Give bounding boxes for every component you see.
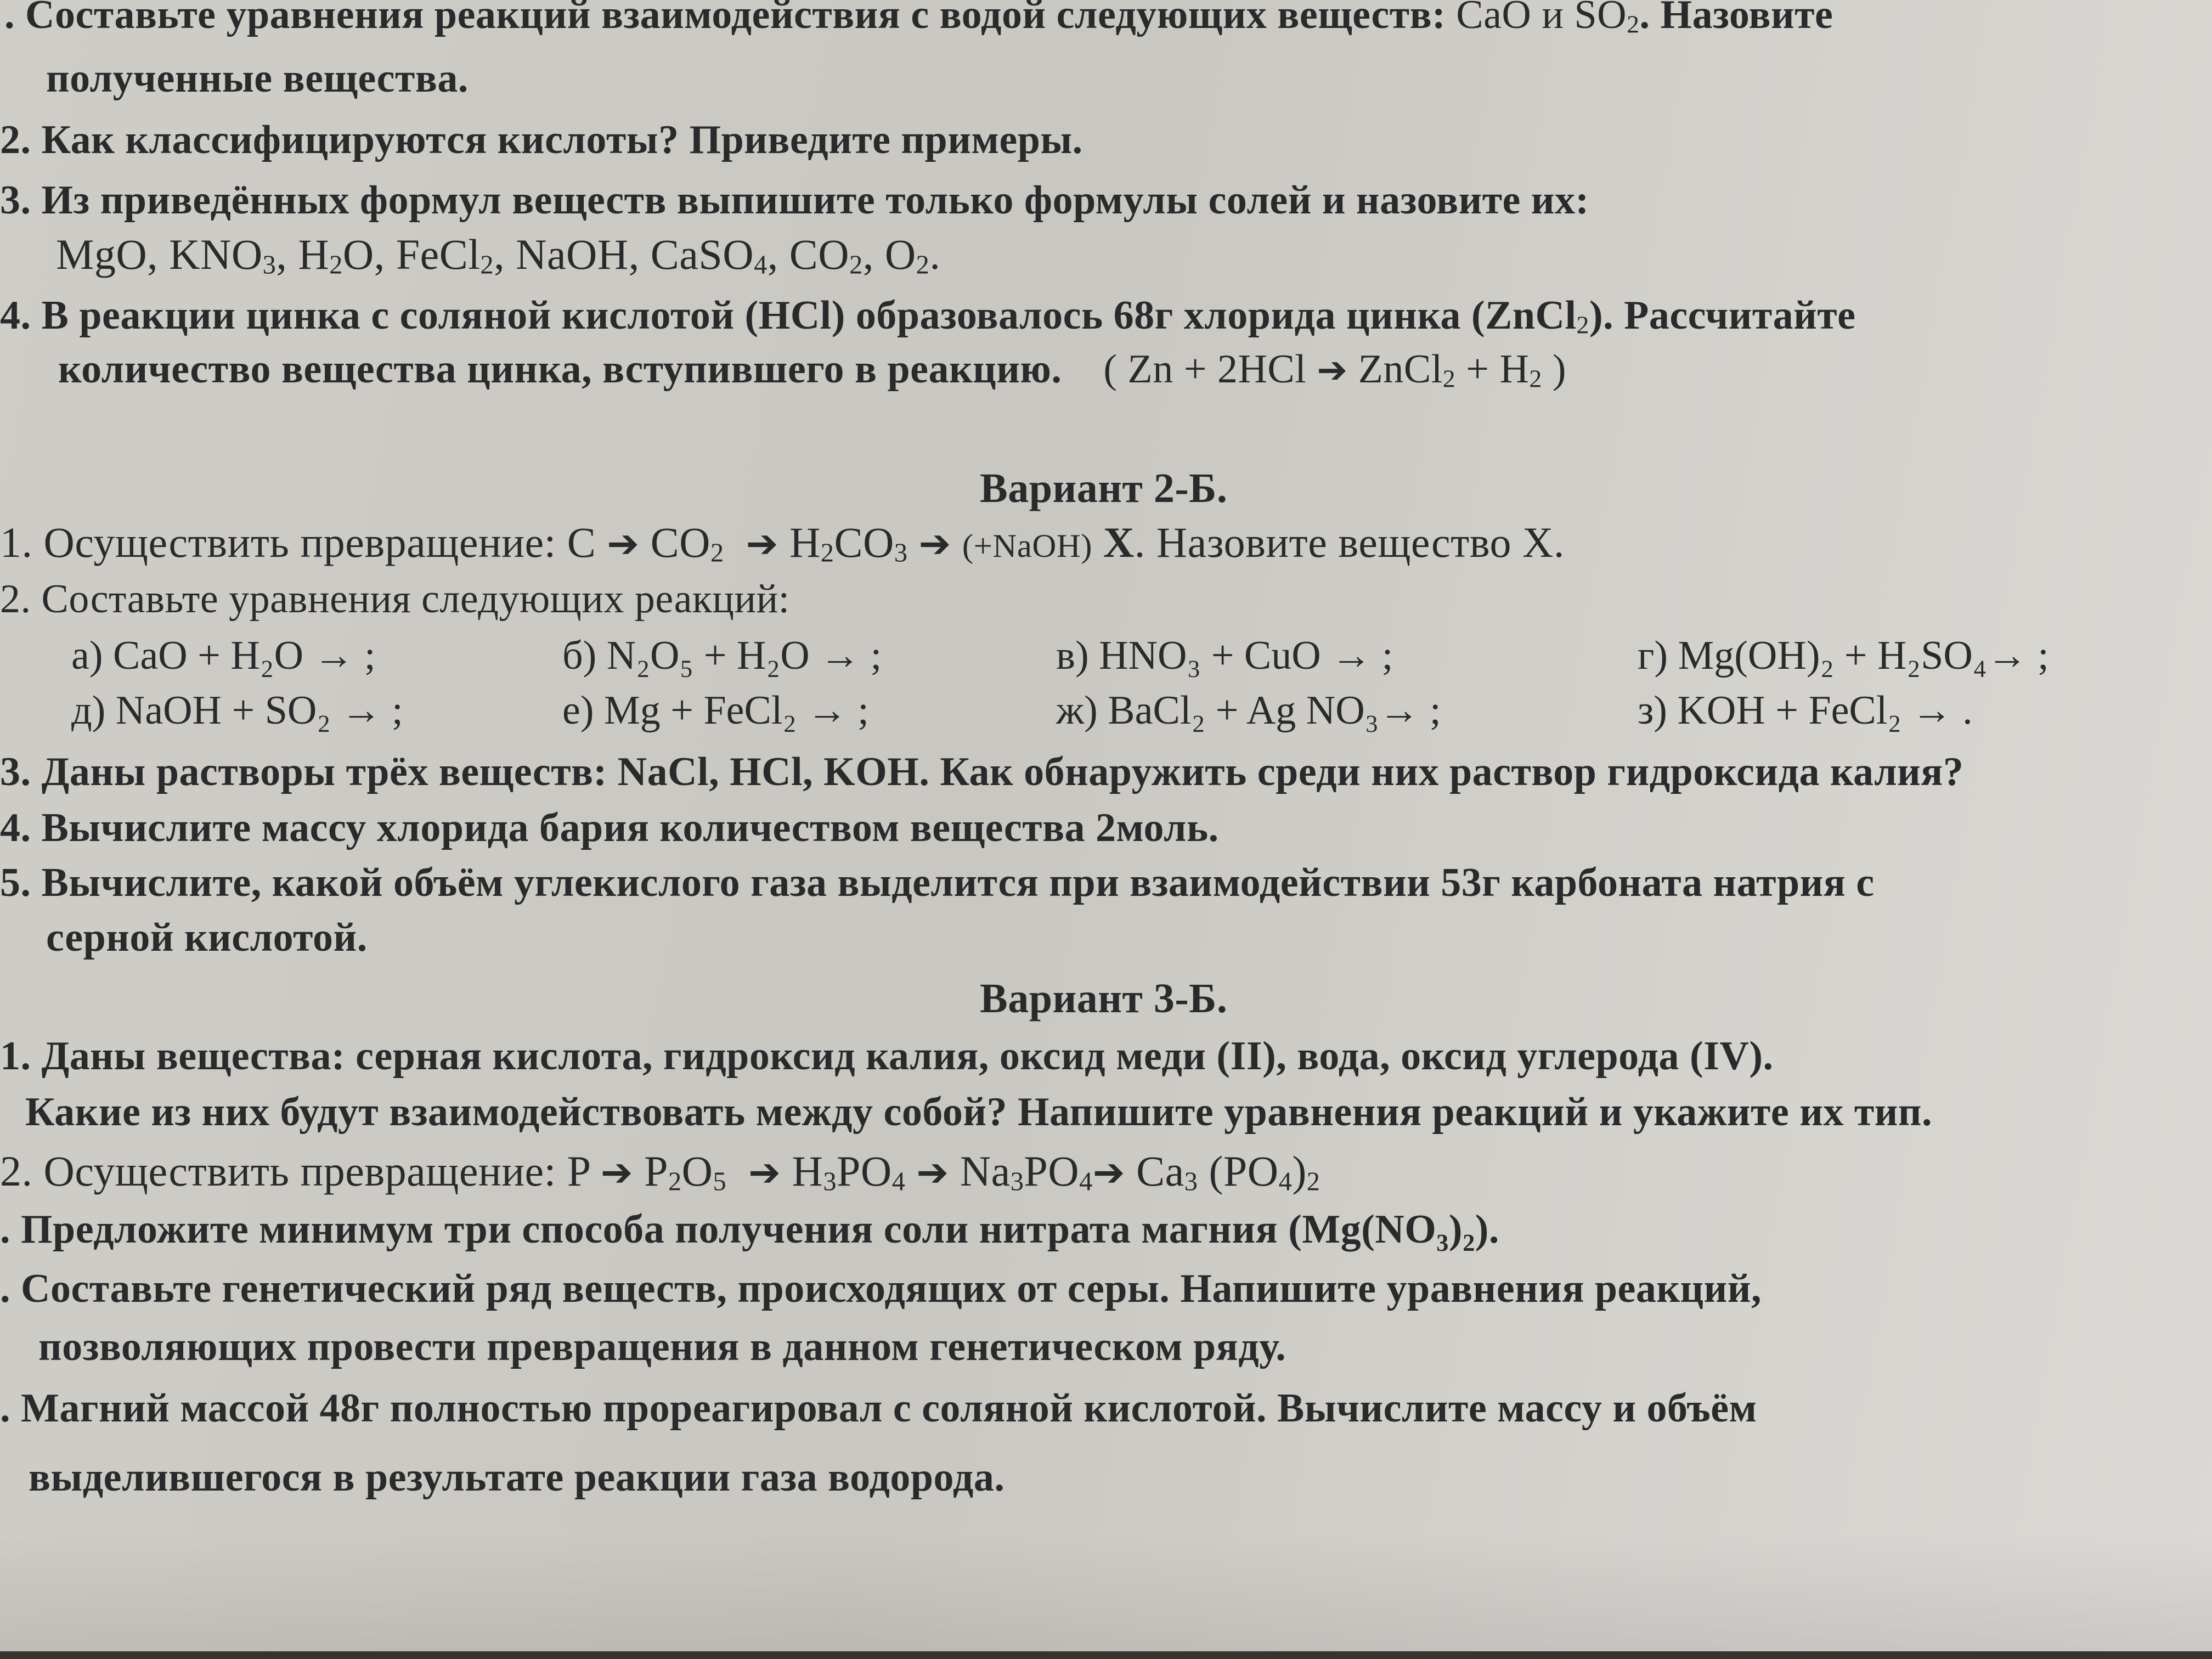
v1-question-1-line-2: полученные вещества. <box>46 56 469 101</box>
v3-question-5-line-2: выделившегося в результате реакции газа водорода. <box>29 1455 1005 1500</box>
v2-question-4: 4. Вычислите массу хлорида бария количеством вещества 2моль. <box>0 805 1219 850</box>
v2-reaction-e: е) Mg + FeCl₂ → ; <box>562 688 869 733</box>
table-edge-shadow <box>0 1651 2212 1659</box>
v1-question-3-formulas: MgO, $KNO_3$, $H_2O$, FeCl$_2$, NaOH, CaSO$_4$, $CO_2$, $O_2$. <box>56 230 941 280</box>
v1-question-2: 2. Как классифицируются кислоты? Приведите примеры. <box>0 117 1083 162</box>
variant-2b-title: Вариант 2-Б. <box>980 465 1228 511</box>
v1-question-4-line-1: 4. В реакции цинка с соляной кислотой (HCl) образовалось 68г хлорида цинка (ZnCl$_2$). Рассчитайте <box>0 293 1856 339</box>
v1-question-4-line-2: количество вещества цинка, вступившего в реакцию. ( Zn + 2HCl ➔ ZnCl$_2$ + $H_2$ ) <box>58 347 1566 393</box>
v2-reaction-d: д) NaOH + SO₂ → ; <box>71 688 403 733</box>
v3-question-4-line-2: позволяющих провести превращения в данном генетическом ряду. <box>38 1324 1286 1369</box>
v2-question-3: 3. Даны растворы трёх веществ: NaCl, HCl, KOH. Как обнаружить среди них раствор гидроксида калия? <box>0 749 1964 794</box>
v3-question-2: 2. Осуществить превращение: P ➔ $P_2O_5$ ➔ $H_3PO_4$ ➔ $Na_3PO_4➔$ $Ca_3$ $(PO_4)_2$ <box>0 1147 1321 1197</box>
v2-reaction-zh: ж) BaCl₂ + Ag NO₃→ ; <box>1056 688 1441 733</box>
v3-question-4-line-1: . Составьте генетический ряд веществ, происходящих от серы. Напишите уравнения реакций, <box>0 1266 1762 1311</box>
v2-question-5-line-2: серной кислотой. <box>46 915 368 960</box>
v2-reaction-v: в) HNO₃ + CuO → ; <box>1056 633 1393 678</box>
v2-reaction-g: г) Mg(OH)₂ + H₂SO₄→ ; <box>1638 633 2049 678</box>
v2-question-5-line-1: 5. Вычислите, какой объём углекислого газа выделится при взаимодействии 53г карбоната натрия с <box>0 860 1875 905</box>
v2-reaction-a: а) CaO + H₂O → ; <box>71 633 376 678</box>
v2-reaction-z: з) KOH + FeCl₂ → . <box>1638 688 1973 733</box>
v3-question-1-line-1: 1. Даны вещества: серная кислота, гидроксид калия, оксид меди (II), вода, оксид углерода (IV). <box>0 1034 1774 1079</box>
v1-question-3: 3. Из приведённых формул веществ выпишите только формулы солей и назовите их: <box>0 178 1589 223</box>
v3-question-5-line-1: . Магний массой 48г полностью прореагировал с соляной кислотой. Вычислите массу и объём <box>0 1386 1757 1431</box>
variant-3b-title: Вариант 3-Б. <box>980 975 1228 1022</box>
v2-reaction-b: б) N₂O₅ + H₂O → ; <box>562 633 882 678</box>
v2-question-1: 1. Осуществить превращение: C ➔ $CO_2$ ➔ $H_2CO_3$ ➔ (+NaOH) X. Назовите вещество X. <box>0 518 1565 568</box>
v2-question-2: 2. Составьте уравнения следующих реакций: <box>0 577 790 622</box>
v1-question-1-line-1: . Составьте уравнения реакций взаимодействия с водой следующих веществ: CaO и $SO_2$. Назовите <box>4 0 1833 38</box>
v3-question-3: . Предложите минимум три способа получения соли нитрата магния (Mg(NO₃)₂). <box>0 1207 1499 1252</box>
v3-question-1-line-2: Какие из них будут взаимодействовать между собой? Напишите уравнения реакций и укажите их тип. <box>25 1090 1933 1135</box>
